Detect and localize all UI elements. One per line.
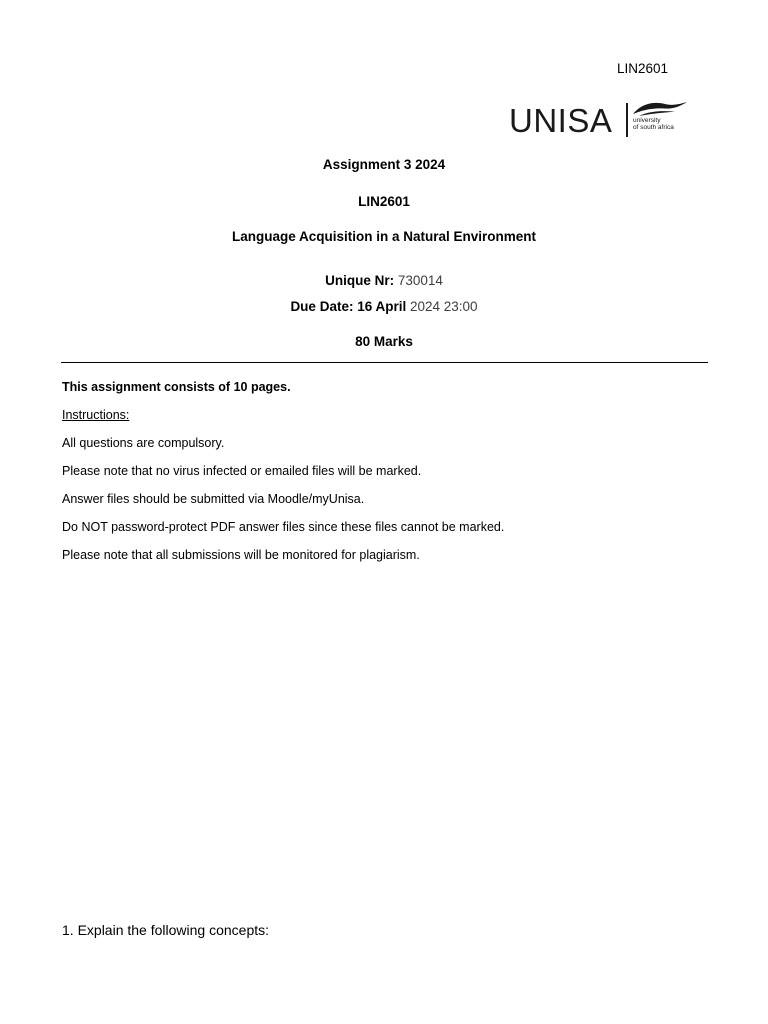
due-date-label: Due Date: 16 April: [290, 299, 410, 314]
module-name: Language Acquisition in a Natural Environment: [231, 229, 537, 244]
unique-number-value: 730014: [397, 273, 443, 288]
instruction-item: Do NOT password-protect PDF answer files since these files cannot be marked.: [62, 520, 505, 534]
logo-tagline: [633, 117, 674, 131]
instruction-item: All questions are compulsory.: [62, 436, 225, 450]
due-date-value: 2024 23:00: [409, 299, 478, 314]
unique-number-label: Unique Nr:: [325, 273, 398, 288]
instruction-item: Please note that all submissions will be monitored for plagiarism.: [62, 548, 420, 562]
instruction-item: Answer files should be submitted via Moodle/myUnisa.: [62, 492, 365, 506]
logo-wordmark: UNISA: [509, 102, 613, 139]
unique-number: [0, 273, 768, 289]
logo-tagline-line1: university: [633, 117, 661, 124]
header-course-code: LIN2601: [617, 61, 669, 76]
instruction-item: Please note that no virus infected or emailed files will be marked.: [62, 464, 422, 478]
assignment-title: Assignment 3 2024: [322, 157, 446, 172]
instructions-heading: Instructions:: [62, 408, 130, 422]
course-code: LIN2601: [358, 194, 410, 209]
question-1: 1. Explain the following concepts:: [62, 922, 270, 938]
total-marks: 80 Marks: [355, 334, 413, 349]
horizontal-rule: [61, 362, 708, 363]
pages-note: This assignment consists of 10 pages.: [62, 380, 291, 394]
logo-divider: [626, 103, 628, 137]
due-date: [0, 299, 768, 315]
logo-tagline-line2: of south africa: [633, 124, 674, 131]
unisa-logo: [509, 100, 689, 142]
logo-bird-icon: [631, 100, 689, 118]
